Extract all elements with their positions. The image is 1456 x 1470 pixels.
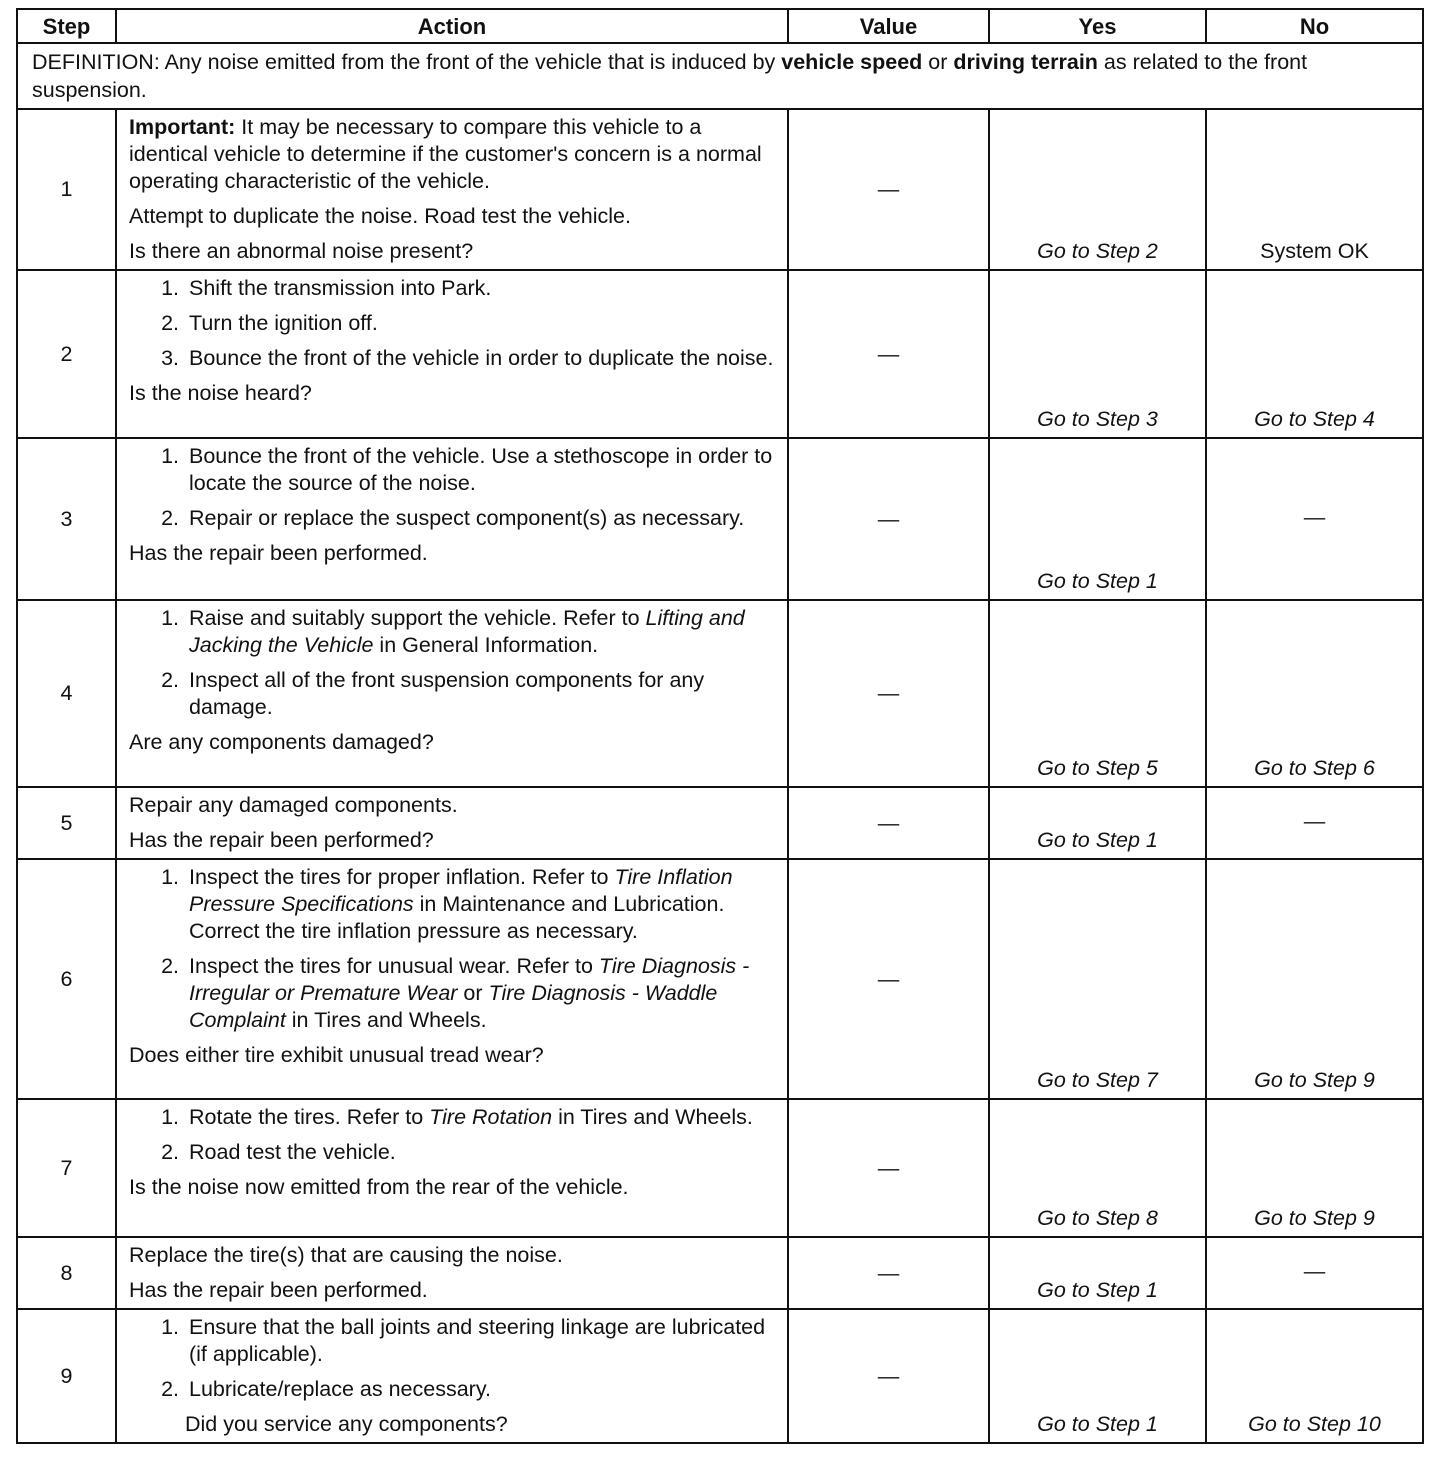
table-row-step-7 xyxy=(17,1099,1423,1237)
step-number: 8 xyxy=(17,1237,116,1309)
action-cell xyxy=(116,1237,788,1309)
header-row xyxy=(17,9,1423,43)
list-item-text: Inspect the tires for unusual wear. Refer to xyxy=(189,954,599,978)
action-question: Are any components damaged? xyxy=(129,730,434,754)
action-question: Has the repair been performed. xyxy=(129,541,428,565)
list-item: 2. Inspect all of the front suspension components for any damage. xyxy=(185,667,781,721)
action-list xyxy=(129,605,781,721)
action-question: Is the noise heard? xyxy=(129,381,312,405)
list-item-text: Inspect the tires for proper inflation. Refer to xyxy=(189,865,615,889)
reference-link-text: Tire Rotation xyxy=(429,1105,553,1129)
list-item: 1. Shift the transmission into Park. xyxy=(185,275,781,302)
reference-link-text: Tire Diagnosis - Waddle Complaint xyxy=(189,981,718,1032)
list-item-text: Rotate the tires. Refer to xyxy=(189,1105,430,1129)
value-cell: — xyxy=(788,787,989,859)
step-number: 4 xyxy=(17,600,116,787)
table-row-step-1 xyxy=(17,109,1423,270)
action-cell xyxy=(116,787,788,859)
list-item: 2. Turn the ignition off. xyxy=(185,310,781,337)
step-number: 1 xyxy=(17,109,116,270)
action-question: Has the repair been performed. xyxy=(129,1278,428,1302)
value-cell: — xyxy=(788,859,989,1099)
yes-cell: Go to Step 2 xyxy=(989,109,1206,270)
step-number: 9 xyxy=(17,1309,116,1443)
action-paragraph: Replace the tire(s) that are causing the noise. xyxy=(129,1243,563,1267)
table-row-step-4 xyxy=(17,600,1423,787)
action-cell xyxy=(116,109,788,270)
yes-cell: Go to Step 8 xyxy=(989,1099,1206,1237)
list-item-text: Raise and suitably support the vehicle. Refer to xyxy=(189,606,646,630)
definition-suffix: as related to the front suspension. xyxy=(32,50,1308,102)
header-no: No xyxy=(1206,9,1423,43)
reference-link-text: Tire Diagnosis - Irregular or Premature Wear xyxy=(189,954,750,1005)
table-row-step-3 xyxy=(17,438,1423,600)
list-item-text: in Tires and Wheels. xyxy=(552,1105,753,1129)
action-question: Is there an abnormal noise present? xyxy=(129,239,474,263)
no-cell: Go to Step 9 xyxy=(1206,859,1423,1099)
action-cell xyxy=(116,270,788,438)
list-item xyxy=(185,1104,781,1131)
no-cell: — xyxy=(1206,438,1423,600)
value-cell: — xyxy=(788,1237,989,1309)
definition-bold-speed: vehicle speed xyxy=(781,50,923,74)
yes-cell: Go to Step 5 xyxy=(989,600,1206,787)
table-row-step-5 xyxy=(17,787,1423,859)
no-cell: — xyxy=(1206,1237,1423,1309)
list-item: 2. Lubricate/replace as necessary. xyxy=(185,1376,781,1403)
list-item: 1. Bounce the front of the vehicle. Use a stethoscope in order to locate the source of the noise. xyxy=(185,443,781,497)
step-number: 6 xyxy=(17,859,116,1099)
important-text: It may be necessary to compare this vehicle to a identical vehicle to determine if the customer's concern is a normal operating characteristic of the vehicle. xyxy=(129,115,762,193)
step-number: 2 xyxy=(17,270,116,438)
action-list xyxy=(129,443,781,532)
list-item: 2. Road test the vehicle. xyxy=(185,1139,781,1166)
yes-cell: Go to Step 1 xyxy=(989,1309,1206,1443)
table-row-step-8 xyxy=(17,1237,1423,1309)
no-cell: — xyxy=(1206,787,1423,859)
list-item-text: or xyxy=(457,981,489,1005)
list-item-text: in General Information. xyxy=(373,633,599,657)
list-item xyxy=(185,605,781,659)
yes-cell: Go to Step 1 xyxy=(989,787,1206,859)
step-number: 5 xyxy=(17,787,116,859)
action-question: Does either tire exhibit unusual tread wear? xyxy=(129,1043,544,1067)
value-cell: — xyxy=(788,270,989,438)
action-question: Did you service any components? xyxy=(185,1412,508,1436)
no-cell: Go to Step 4 xyxy=(1206,270,1423,438)
value-cell: — xyxy=(788,1309,989,1443)
header-yes: Yes xyxy=(989,9,1206,43)
step-number: 7 xyxy=(17,1099,116,1237)
action-cell xyxy=(116,1099,788,1237)
reference-link-text: Lifting and Jacking the Vehicle xyxy=(189,606,745,657)
table-row-step-2 xyxy=(17,270,1423,438)
definition-cell xyxy=(17,43,1423,109)
action-paragraph: Attempt to duplicate the noise. Road test the vehicle. xyxy=(129,204,631,228)
value-cell: — xyxy=(788,600,989,787)
action-list xyxy=(129,1314,781,1403)
action-list xyxy=(129,275,781,372)
table-row-step-9 xyxy=(17,1309,1423,1443)
yes-cell: Go to Step 1 xyxy=(989,1237,1206,1309)
action-question: Is the noise now emitted from the rear of the vehicle. xyxy=(129,1175,629,1199)
action-paragraph: Repair any damaged components. xyxy=(129,793,458,817)
header-value: Value xyxy=(788,9,989,43)
action-cell xyxy=(116,600,788,787)
action-cell xyxy=(116,438,788,600)
list-item: 3. Bounce the front of the vehicle in order to duplicate the noise. xyxy=(185,345,781,372)
list-item xyxy=(185,864,781,945)
step-number: 3 xyxy=(17,438,116,600)
list-item-text: in Maintenance and Lubrication. Correct the tire inflation pressure as necessary. xyxy=(189,892,725,943)
important-label: Important: xyxy=(129,115,236,139)
list-item-text: in Tires and Wheels. xyxy=(285,1008,487,1032)
yes-cell: Go to Step 3 xyxy=(989,270,1206,438)
header-step: Step xyxy=(17,9,116,43)
reference-link-text: Tire Inflation Pressure Specifications xyxy=(189,865,733,916)
list-item: 1. Ensure that the ball joints and steering linkage are lubricated (if applicable). xyxy=(185,1314,781,1368)
yes-cell: Go to Step 7 xyxy=(989,859,1206,1099)
definition-prefix: DEFINITION: Any noise emitted from the front of the vehicle that is induced by xyxy=(32,50,782,74)
action-list xyxy=(129,864,781,1034)
yes-cell: Go to Step 1 xyxy=(989,438,1206,600)
no-cell: Go to Step 9 xyxy=(1206,1099,1423,1237)
action-question: Has the repair been performed? xyxy=(129,828,434,852)
value-cell: — xyxy=(788,438,989,600)
header-action: Action xyxy=(116,9,788,43)
definition-row xyxy=(17,43,1423,109)
no-cell: System OK xyxy=(1206,109,1423,270)
important-note xyxy=(129,114,781,195)
action-cell xyxy=(116,1309,788,1443)
value-cell: — xyxy=(788,1099,989,1237)
action-list xyxy=(129,1104,781,1166)
no-cell: Go to Step 10 xyxy=(1206,1309,1423,1443)
definition-bold-terrain: driving terrain xyxy=(953,50,1098,74)
definition-middle: or xyxy=(922,50,954,74)
diagnostic-table xyxy=(16,8,1424,1444)
list-item xyxy=(185,953,781,1034)
no-cell: Go to Step 6 xyxy=(1206,600,1423,787)
list-item: 2. Repair or replace the suspect component(s) as necessary. xyxy=(185,505,781,532)
table-row-step-6 xyxy=(17,859,1423,1099)
action-cell xyxy=(116,859,788,1099)
value-cell: — xyxy=(788,109,989,270)
